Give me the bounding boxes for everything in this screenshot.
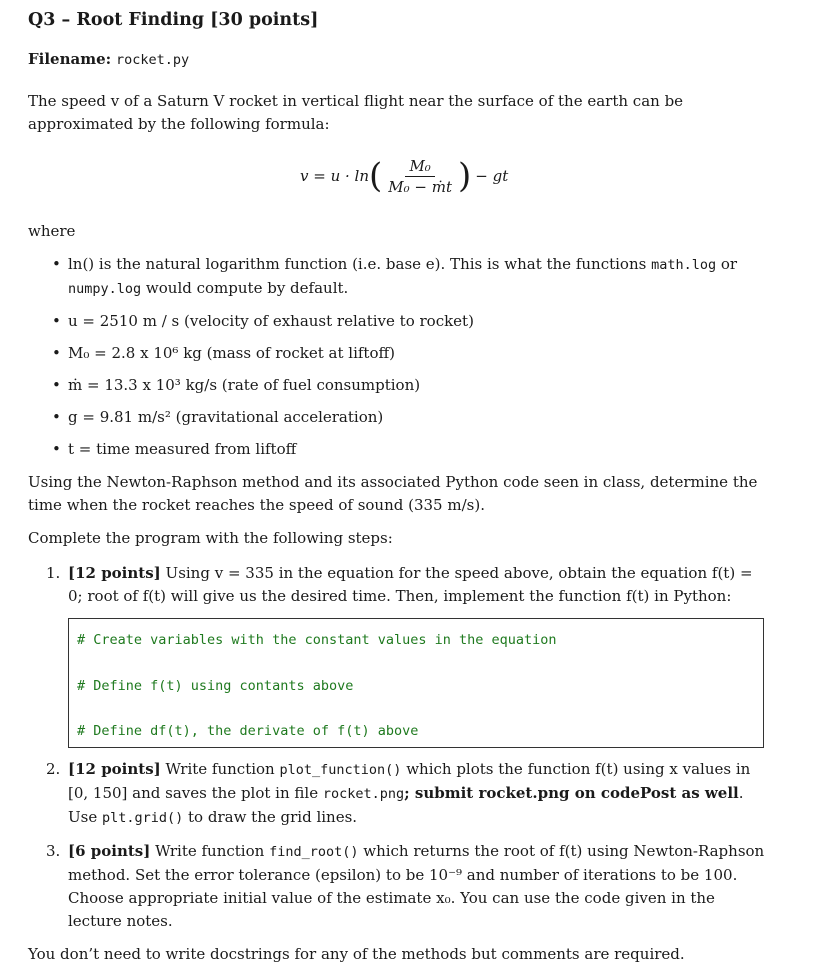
inline-code: numpy.log (68, 281, 142, 297)
step-text: which plots the function f(t) using x values in [0, 150] and saves the plot in file (68, 760, 751, 802)
definitions-list (28, 253, 768, 461)
formula-fraction (384, 156, 456, 197)
left-paren: ( (369, 156, 383, 196)
closing-note: You don’t need to write docstrings for any of the methods but comments are required. (28, 945, 685, 963)
step-text: Using v = 335 in the equation for the speed above, obtain the equation f(t) = 0; root of f(t) will give us the desired time. Then, implement the function f(t) in Python: (68, 564, 753, 605)
task-paragraph: Using the Newton-Raphson method and its associated Python code seen in class, determine the time when the rocket reaches the speed of sound (335 m/s). (28, 473, 758, 514)
step-bold-text: ; submit rocket.png on codePost as well (404, 784, 739, 802)
step-number: 3. (46, 842, 61, 860)
step-text: Write function (155, 842, 270, 860)
step-number: 2. (46, 760, 61, 778)
speed-formula (28, 146, 768, 206)
code-comment: # Define f(t) using contants above (77, 678, 354, 694)
code-box (68, 618, 764, 748)
step-text: . Use (68, 784, 744, 826)
step-number: 1. (46, 564, 61, 582)
list-item: • t = time measured from liftoff (28, 438, 768, 461)
intro-paragraph: The speed v of a Saturn V rocket in vertical flight near the surface of the earth can be approximated by the following formula: (28, 92, 684, 133)
bullet-text: would compute by default. (141, 279, 349, 297)
step-item (28, 758, 768, 830)
step-item (28, 840, 768, 933)
right-paren: ) (458, 156, 472, 196)
bullet-text: ln() is the natural logarithm function (i.e. base e). This is what the functions (68, 255, 652, 273)
step-points: [12 points] (68, 564, 161, 582)
fraction-numerator: M₀ (405, 156, 434, 177)
step-points: [12 points] (68, 760, 161, 778)
inline-code: plt.grid() (101, 810, 184, 826)
list-item: • M₀ = 2.8 x 10⁶ kg (mass of rocket at liftoff) (28, 342, 768, 365)
list-item (28, 253, 768, 301)
filename-label: Filename: (28, 50, 112, 68)
step-text: to draw the grid lines. (183, 808, 358, 826)
bullet-text: or (716, 255, 738, 273)
code-comment: # Define df(t), the derivate of f(t) above (77, 723, 419, 739)
formula-tail: − gt (475, 166, 509, 185)
list-item: • u = 2510 m / s (velocity of exhaust relative to rocket) (28, 310, 768, 333)
fraction-denominator: M₀ − ṁt (388, 177, 453, 196)
step-item (28, 562, 768, 748)
inline-code: math.log (651, 257, 717, 273)
list-item: • g = 9.81 m/s² (gravitational acceleration) (28, 406, 768, 429)
where-label: where (28, 222, 76, 240)
formula-lhs: v = u · ln (300, 166, 370, 185)
filename-line (28, 48, 768, 72)
inline-code: find_root() (269, 844, 359, 860)
question-title: Q3 – Root Finding [30 points] (28, 10, 319, 30)
step-text: which returns the root of f(t) using Newton-Raphson method. Set the error tolerance (epsilon) to be 10⁻⁹ and number of iterations to be 100. Choose appropriate initial value of the estimate x₀. You can use the code given in the lecture notes. (68, 842, 765, 930)
list-item: • ṁ = 13.3 x 10³ kg/s (rate of fuel consumption) (28, 374, 768, 397)
steps-intro: Complete the program with the following steps: (28, 529, 393, 547)
filename-code: rocket.py (115, 52, 190, 68)
document-page (28, 6, 768, 966)
inline-code: rocket.png (322, 786, 405, 802)
step-points: [6 points] (68, 842, 151, 860)
code-comment: # Create variables with the constant values in the equation (77, 632, 557, 648)
steps-list (28, 562, 768, 933)
inline-code: plot_function() (279, 762, 402, 778)
step-text: Write function (165, 760, 280, 778)
